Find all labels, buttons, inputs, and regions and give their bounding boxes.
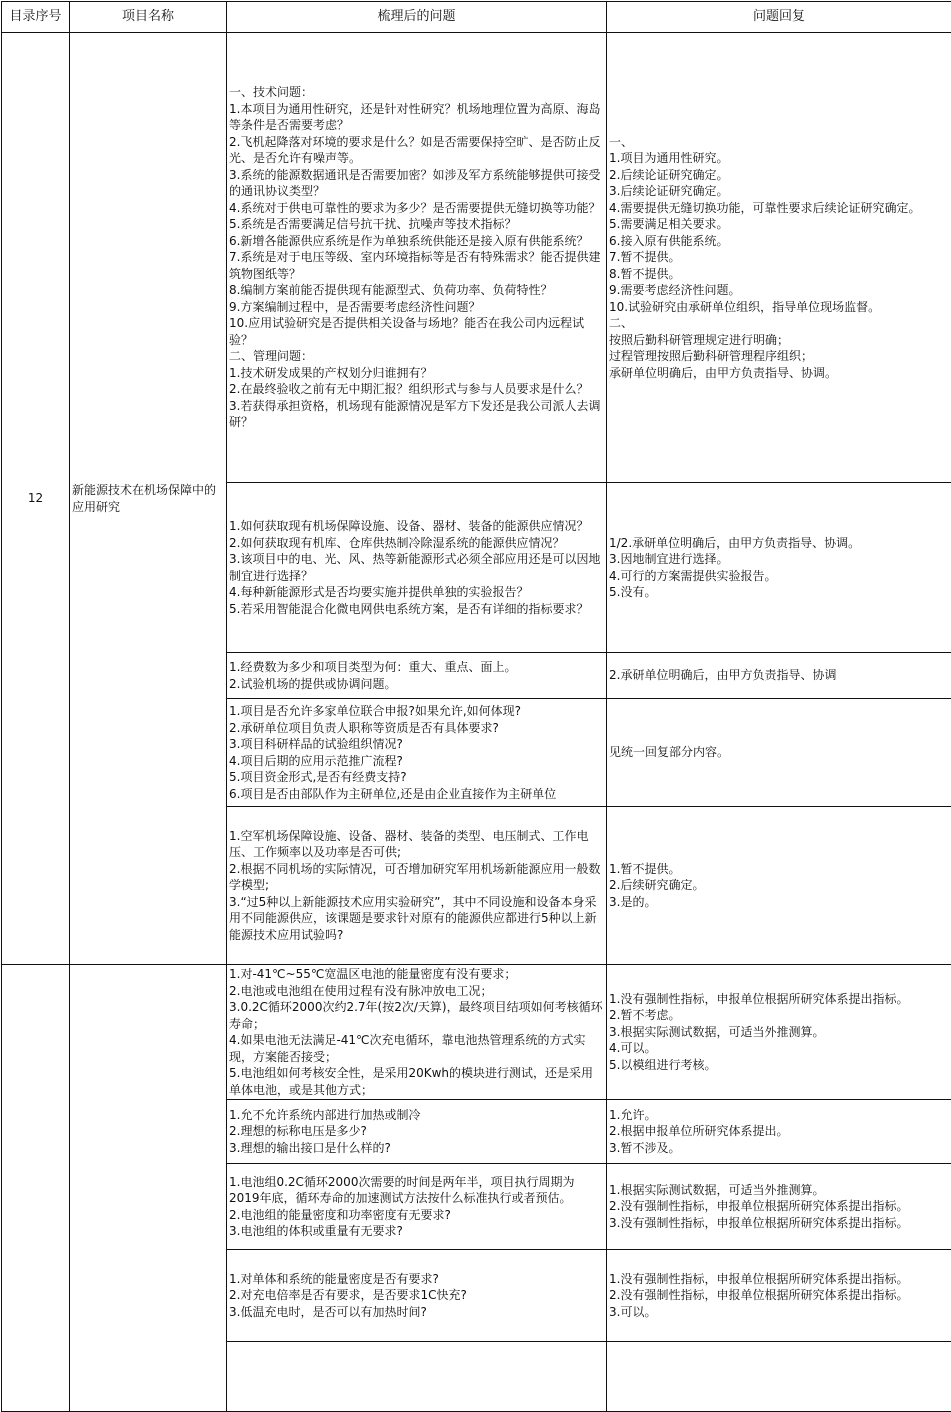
reply-line: 2.没有强制性指标，申报单位根据所研究体系提出指标。 — [609, 1198, 949, 1215]
header-index: 目录序号 — [2, 2, 70, 33]
reply-line: 见统一回复部分内容。 — [609, 744, 949, 761]
table-row — [2, 965, 951, 1100]
question-line: 2.飞机起降落对环境的要求是什么？如是否需要保持空旷、是否防止反光、是否允许有噪声等。 — [229, 134, 604, 167]
reply-line: 4.可行的方案需提供实验报告。 — [609, 568, 949, 585]
reply-line: 9.需要考虑经济性问题。 — [609, 282, 949, 299]
reply-line: 3.因地制宜进行选择。 — [609, 551, 949, 568]
reply-line: 1.没有强制性指标，申报单位根据所研究体系提出指标。 — [609, 991, 949, 1008]
qa-table — [1, 1, 951, 1412]
reply-line: 过程管理按照后勤科研管理程序组织； — [609, 348, 949, 365]
project-name — [70, 965, 227, 1412]
reply-cell — [607, 653, 951, 699]
question-line: 2.试验机场的提供或协调问题。 — [229, 676, 604, 693]
reply-line: 2.没有强制性指标，申报单位根据所研究体系提出指标。 — [609, 1287, 949, 1304]
reply-line: 4.可以。 — [609, 1040, 949, 1057]
reply-line: 3.暂不涉及。 — [609, 1140, 949, 1157]
reply-line: 3.根据实际测试数据，可适当外推测算。 — [609, 1024, 949, 1041]
question-line: 二、管理问题： — [229, 348, 604, 365]
question-line: 一、技术问题： — [229, 84, 604, 101]
reply-line: 1.没有强制性指标，申报单位根据所研究体系提出指标。 — [609, 1271, 949, 1288]
question-line: 1.如何获取现有机场保障设施、设备、器材、装备的能源供应情况？ — [229, 518, 604, 535]
question-line: 1.项目是否允许多家单位联合申报?如果允许,如何体现? — [229, 703, 604, 720]
project-name: 新能源技术在机场保障中的应用研究 — [70, 33, 227, 965]
reply-cell — [607, 33, 951, 483]
reply-line: 7.暂不提供。 — [609, 249, 949, 266]
reply-line: 承研单位明确后，由甲方负责指导、协调。 — [609, 365, 949, 382]
reply-line: 1.允许。 — [609, 1107, 949, 1124]
reply-line: 1.暂不提供。 — [609, 861, 949, 878]
header-reply: 问题回复 — [607, 2, 951, 33]
question-line: 3.该项目中的电、光、风、热等新能源形式必须全部应用还是可以因地制宜进行选择？ — [229, 551, 604, 584]
question-line: 3.项目科研样品的试验组织情况? — [229, 736, 604, 753]
question-line: 6.新增各能源供应系统是作为单独系统供能还是接入原有供能系统？ — [229, 233, 604, 250]
question-line: 1.对单体和系统的能量密度是否有要求? — [229, 1271, 604, 1288]
question-cell — [227, 1342, 607, 1412]
question-line: 3.系统的能源数据通讯是否需要加密？如涉及军方系统能够提供可接受的通讯协议类型？ — [229, 167, 604, 200]
question-line: 2.在最终验收之前有无中期汇报？组织形式与参与人员要求是什么？ — [229, 381, 604, 398]
question-cell — [227, 1164, 607, 1250]
reply-line: 1/2.承研单位明确后，由甲方负责指导、协调。 — [609, 535, 949, 552]
question-line: 2.承研单位项目负责人职称等资质是否有具体要求? — [229, 720, 604, 737]
question-line: 1.空军机场保障设施、设备、器材、装备的类型、电压制式、工作电压、工作频率以及功率是否可供; — [229, 828, 604, 861]
reply-line: 一、 — [609, 134, 949, 151]
question-line: 3.若获得承担资格，机场现有能源情况是军方下发还是我公司派人去调研？ — [229, 398, 604, 431]
question-line: 3.0.2C循环2000次约2.7年(按2次/天算)，最终项目结项如何考核循环寿命； — [229, 999, 604, 1032]
question-line: 1.允不允许系统内部进行加热或制冷 — [229, 1107, 604, 1124]
reply-line: 3.是的。 — [609, 894, 949, 911]
question-cell — [227, 807, 607, 965]
reply-line: 5.没有。 — [609, 584, 949, 601]
reply-line: 1.项目为通用性研究。 — [609, 150, 949, 167]
question-cell — [227, 33, 607, 483]
reply-cell — [607, 807, 951, 965]
question-cell — [227, 1250, 607, 1342]
reply-cell — [607, 1164, 951, 1250]
reply-line: 5.需要满足相关要求。 — [609, 216, 949, 233]
catalog-index — [2, 965, 70, 1412]
question-line: 2.如何获取现有机库、仓库供热制冷除湿系统的能源供应情况？ — [229, 535, 604, 552]
reply-line: 5.以模组进行考核。 — [609, 1057, 949, 1074]
header-questions: 梳理后的问题 — [227, 2, 607, 33]
reply-line: 10.试验研究由承研单位组织，指导单位现场监督。 — [609, 299, 949, 316]
question-line: 3.“过5种以上新能源技术应用实验研究”，其中不同设施和设备本身采用不同能源供应，该课题是要求针对原有的能源供应都进行5种以上新能源技术应用试验吗? — [229, 894, 604, 944]
question-line: 4.项目后期的应用示范推广流程? — [229, 753, 604, 770]
question-line: 5.系统是否需要满足信号抗干扰、抗噪声等技术指标？ — [229, 216, 604, 233]
question-line: 2.理想的标称电压是多少? — [229, 1123, 604, 1140]
reply-line: 4.需要提供无缝切换功能，可靠性要求后续论证研究确定。 — [609, 200, 949, 217]
reply-cell — [607, 965, 951, 1100]
question-line: 2.电池组的能量密度和功率密度有无要求? — [229, 1207, 604, 1224]
reply-cell — [607, 699, 951, 807]
question-cell — [227, 1100, 607, 1164]
question-cell — [227, 653, 607, 699]
question-line: 1.本项目为通用性研究，还是针对性研究？机场地理位置为高原、海岛等条件是否需要考虑？ — [229, 101, 604, 134]
question-line: 2.对充电倍率是否有要求，是否要求1C快充? — [229, 1287, 604, 1304]
question-cell — [227, 483, 607, 653]
reply-line: 3.可以。 — [609, 1304, 949, 1321]
reply-line: 2.承研单位明确后，由甲方负责指导、协调 — [609, 667, 949, 684]
question-line: 3.理想的输出接口是什么样的? — [229, 1140, 604, 1157]
reply-line: 二、 — [609, 315, 949, 332]
reply-line: 2.后续研究确定。 — [609, 877, 949, 894]
reply-line: 8.暂不提供。 — [609, 266, 949, 283]
question-line: 5.若采用智能混合化微电网供电系统方案，是否有详细的指标要求？ — [229, 601, 604, 618]
reply-cell — [607, 1100, 951, 1164]
question-cell — [227, 965, 607, 1100]
reply-line: 1.根据实际测试数据，可适当外推测算。 — [609, 1182, 949, 1199]
question-line: 1.经费数为多少和项目类型为何：重大、重点、面上。 — [229, 659, 604, 676]
reply-line: 3.后续论证研究确定。 — [609, 183, 949, 200]
question-line: 7.系统是对于电压等级、室内环境指标等是否有特殊需求？能否提供建筑物图纸等？ — [229, 249, 604, 282]
question-line: 2.电池或电池组在使用过程有没有脉冲放电工况； — [229, 983, 604, 1000]
question-line: 9.方案编制过程中，是否需要考虑经济性问题？ — [229, 299, 604, 316]
question-line: 2.根据不同机场的实际情况，可否增加研究军用机场新能源应用一般数学模型; — [229, 861, 604, 894]
reply-line: 按照后勤科研管理规定进行明确； — [609, 332, 949, 349]
reply-line: 3.没有强制性指标，申报单位根据所研究体系提出指标。 — [609, 1215, 949, 1232]
question-line: 1.电池组0.2C循环2000次需要的时间是两年半，项目执行周期为2019年底，循环寿命的加速测试方法按什么标准执行或者预估。 — [229, 1174, 604, 1207]
reply-cell — [607, 1342, 951, 1412]
question-line: 3.电池组的体积或重量有无要求? — [229, 1223, 604, 1240]
question-line: 4.如果电池无法满足-41℃次充电循环，靠电池热管理系统的方式实现，方案能否接受； — [229, 1032, 604, 1065]
question-line: 5.电池组如何考核安全性，是采用20Kwh的模块进行测试，还是采用单体电池，或是其他方式； — [229, 1065, 604, 1098]
reply-cell — [607, 483, 951, 653]
question-cell — [227, 699, 607, 807]
question-line: 8.编制方案前能否提供现有能源型式、负荷功率、负荷特性？ — [229, 282, 604, 299]
question-line: 1.技术研发成果的产权划分归谁拥有？ — [229, 365, 604, 382]
question-line: 4.每种新能源形式是否均要实施并提供单独的实验报告？ — [229, 584, 604, 601]
reply-line: 2.暂不考虑。 — [609, 1007, 949, 1024]
header-row — [2, 2, 951, 33]
catalog-index: 12 — [2, 33, 70, 965]
question-line: 6.项目是否由部队作为主研单位,还是由企业直接作为主研单位 — [229, 786, 604, 803]
reply-cell — [607, 1250, 951, 1342]
question-line: 3.低温充电时，是否可以有加热时间? — [229, 1304, 604, 1321]
reply-line: 6.接入原有供能系统。 — [609, 233, 949, 250]
question-line: 1.对-41℃~55℃宽温区电池的能量密度有没有要求； — [229, 966, 604, 983]
reply-line: 2.后续论证研究确定。 — [609, 167, 949, 184]
question-line: 5.项目资金形式,是否有经费支持? — [229, 769, 604, 786]
table-row — [2, 33, 951, 483]
question-line: 4.系统对于供电可靠性的要求为多少？是否需要提供无缝切换等功能？ — [229, 200, 604, 217]
header-project-name: 项目名称 — [70, 2, 227, 33]
question-line: 10.应用试验研究是否提供相关设备与场地？能否在我公司内远程试验？ — [229, 315, 604, 348]
reply-line: 2.根据申报单位所研究体系提出。 — [609, 1123, 949, 1140]
